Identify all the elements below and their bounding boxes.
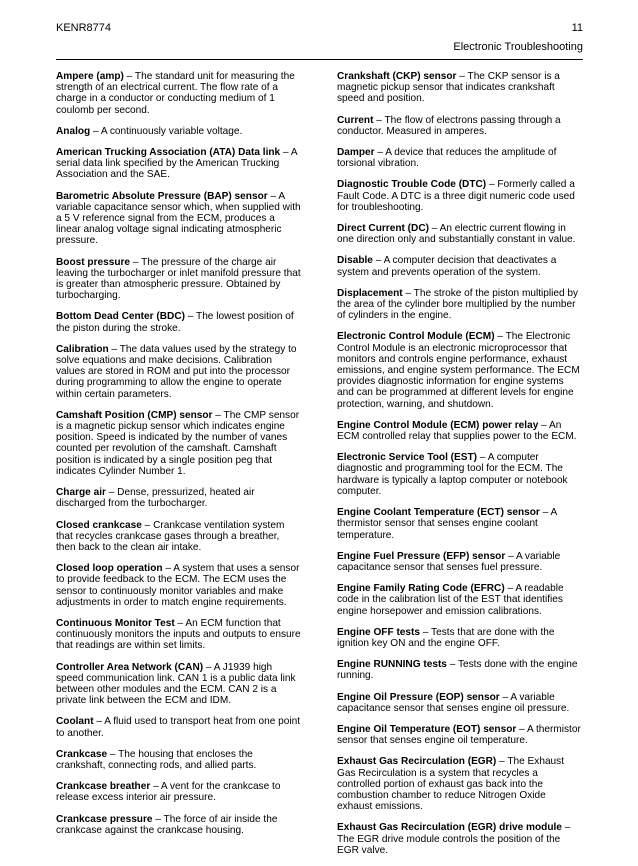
glossary-term: Crankcase pressure (56, 813, 153, 825)
glossary-definition: – The CKP sensor is a magnetic pickup sensor that indicates crankshaft speed and position. (337, 71, 560, 105)
glossary-definition: – A continuously variable voltage. (90, 125, 243, 137)
glossary-definition: – A fluid used to transport heat from one point to another. (56, 716, 301, 739)
glossary-term: Engine Oil Temperature (EOT) sensor (337, 723, 517, 735)
glossary-term: Coolant (56, 716, 94, 728)
glossary-term: Charge air (56, 487, 106, 499)
page-header (56, 22, 583, 62)
glossary-term: Boost pressure (56, 256, 131, 268)
document-id: KENR8774 (56, 22, 112, 34)
glossary-entry (337, 115, 582, 137)
glossary-term: Engine RUNNING tests (337, 659, 447, 671)
glossary-term: Disable (337, 255, 373, 267)
glossary-entry (56, 410, 301, 477)
glossary-entry (337, 692, 582, 714)
glossary-entry (337, 179, 582, 213)
glossary-term: Crankcase breather (56, 781, 151, 793)
glossary-term: Bottom Dead Center (BDC) (56, 311, 185, 323)
glossary-term: Controller Area Network (CAN) (56, 661, 204, 673)
glossary-definition: – A device that reduces the amplitude of torsional vibration. (337, 147, 557, 170)
header-rule (56, 59, 583, 60)
glossary-definition: – A J1939 high speed communication link. CAN 1 is a public data link between other modules and the ECM. CAN 2 is a private link between the ECM and IDM. (56, 661, 296, 707)
page-number: 11 (571, 22, 583, 34)
glossary-definition: – A readable code in the calibration list of the EST that identifies engine horsepower and emission calibrations. (337, 583, 564, 617)
glossary-definition: – A variable capacitance sensor that senses engine oil pressure. (337, 691, 570, 714)
glossary-definition: – Tests done with the engine running. (337, 659, 578, 682)
glossary-entry (56, 71, 301, 116)
glossary-term: Diagnostic Trouble Code (DTC) (337, 179, 487, 191)
glossary-term: Crankshaft (CKP) sensor (337, 71, 457, 82)
glossary-entry (56, 126, 301, 137)
right-column (337, 71, 582, 866)
glossary-definition: – The housing that encloses the crankshaft, connecting rods, and allied parts. (56, 748, 257, 771)
glossary-term: Camshaft Position (CMP) sensor (56, 409, 213, 421)
glossary-entry (337, 147, 582, 169)
glossary-definition: – The lowest position of the piston during the stroke. (56, 311, 294, 334)
glossary-definition: – A system that uses a sensor to provide feedback to the ECM. The ECM uses the sensor to continuously monitor variables and make adjustments in order to match engine requirements. (56, 563, 300, 608)
glossary-entry (337, 822, 582, 856)
glossary-definition: – Formerly called a Fault Code. A DTC is a three digit numeric code used for troubleshooting. (337, 179, 575, 213)
glossary-entry (56, 257, 301, 302)
glossary-term: Analog (56, 125, 91, 137)
glossary-term: Continuous Monitor Test (56, 617, 175, 629)
glossary-definition: – A computer diagnostic and programming tool for the ECM. The hardware is typically a laptop computer or notebook computer. (337, 452, 568, 497)
glossary-definition: – The flow of electrons passing through a conductor. Measured in amperes. (337, 114, 561, 137)
section-title: Electronic Troubleshooting (453, 41, 583, 53)
glossary-definition: – A variable capacitance sensor that senses fuel pressure. (337, 550, 561, 573)
glossary-entry (337, 331, 582, 409)
glossary-definition: – An ECM function that continuously monitors the inputs and outputs to ensure that readings are within set limits. (56, 617, 301, 652)
glossary-term: Engine Coolant Temperature (ECT) sensor (337, 507, 540, 519)
glossary-entry (56, 191, 301, 247)
glossary-entry (56, 781, 301, 803)
glossary-term: Engine Fuel Pressure (EFP) sensor (337, 550, 506, 562)
glossary-term: Barometric Absolute Pressure (BAP) sensor (56, 190, 268, 202)
glossary-definition: – A thermistor sensor that senses engine coolant temperature. (337, 507, 557, 541)
glossary-term: Crankcase (56, 748, 108, 760)
glossary-entry (337, 507, 582, 541)
glossary-entry (56, 618, 301, 652)
glossary-term: Electronic Service Tool (EST) (337, 452, 478, 464)
glossary-term: Current (337, 114, 374, 126)
glossary-entry (56, 749, 301, 771)
glossary-term: Displacement (337, 287, 403, 299)
glossary-definition: – The data values used by the strategy to solve equations and make decisions. Calibration values are stored in ROM and put into the processor during programming to allow the engine to operate within certain parameters. (56, 343, 297, 400)
glossary-entry (56, 716, 301, 738)
glossary-definition: – An ECM controlled relay that supplies power to the ECM. (337, 419, 577, 443)
glossary-definition: – The force of air inside the crankcase against the crankcase housing. (56, 813, 278, 836)
glossary-term: Engine OFF tests (337, 626, 421, 638)
glossary-entry (56, 520, 301, 554)
glossary-entry (56, 563, 301, 608)
glossary-entry (337, 71, 582, 105)
glossary-term: Engine Oil Pressure (EOP) sensor (337, 691, 500, 703)
glossary-entry (56, 662, 301, 707)
glossary-entry (337, 420, 582, 442)
glossary-entry (337, 255, 582, 277)
glossary-definition: – A vent for the crankcase to release excess interior air pressure. (56, 781, 281, 804)
glossary-entry (337, 452, 582, 497)
glossary-term: Exhaust Gas Recirculation (EGR) drive module (337, 822, 562, 834)
glossary-definition: – The standard unit for measuring the strength of an electrical current. The flow rate of a charge in a conductor or conducting medium of 1 coulomb per second. (56, 71, 295, 116)
glossary-definition: – A computer decision that deactivates a system and prevents operation of the system. (337, 255, 557, 278)
glossary-definition: – The CMP sensor is a magnetic pickup sensor which indicates engine position. Speed is indicated by the number of vanes counted per revolution of the camshaft. Camshaft position is indicated by a single position peg that indicates Cylinder Number 1. (56, 409, 300, 477)
glossary-term: American Trucking Association (ATA) Data link (56, 147, 281, 159)
glossary-definition: – The pressure of the charge air leaving the turbocharger or inlet manifold pressure that is greater than atmospheric pressure. Obtained by turbocharging. (56, 256, 301, 302)
glossary-definition: – The stroke of the piston multiplied by the area of the cylinder bore multiplied by the number of cylinders in the engine. (337, 287, 579, 322)
glossary-entry (337, 627, 582, 649)
glossary-term: Damper (337, 147, 375, 159)
glossary-term: Exhaust Gas Recirculation (EGR) (337, 756, 497, 768)
glossary-entry (337, 223, 582, 245)
glossary-entry (56, 311, 301, 333)
glossary-definition: – A thermistor sensor that senses engine oil temperature. (337, 723, 581, 747)
glossary-entry (56, 344, 301, 400)
glossary-definition: – A serial data link specified by the American Trucking Association and the SAE. (56, 147, 298, 181)
glossary-entry (337, 659, 582, 681)
glossary-definition: – Tests that are done with the ignition key ON and the engine OFF. (337, 626, 555, 649)
glossary-term: Engine Family Rating Code (EFRC) (337, 583, 505, 595)
glossary-term: Ampere (amp) (56, 71, 124, 82)
glossary-definition: – Dense, pressurized, heated air discharged from the turbocharger. (56, 487, 255, 510)
glossary-term: Electronic Control Module (ECM) (337, 331, 495, 343)
glossary-definition: – Crankcase ventilation system that recycles crankcase gases through a breather, then back to the clean air intake. (56, 519, 285, 553)
glossary-entry (337, 724, 582, 746)
glossary-entry (56, 487, 301, 509)
glossary-entry (337, 583, 582, 617)
glossary-definition: – The Electronic Control Module is an electronic microprocessor that monitors and controls engine performance, exhaust emissions, and engine system performance. The ECM provides diagnostic information for engine systems and can be programmed at different levels for engine protection, warning, and shutdown. (337, 331, 580, 410)
left-column (56, 71, 301, 846)
glossary-entry (337, 288, 582, 322)
glossary-definition: – The EGR drive module controls the position of the EGR valve. (337, 822, 571, 856)
glossary-definition: – The Exhaust Gas Recirculation is a system that recycles a controlled portion of exhaust gas back into the combustion chamber to reduce Nitrogen Oxide exhaust emissions. (337, 756, 565, 813)
glossary-term: Direct Current (DC) (337, 223, 429, 235)
glossary-entry (337, 756, 582, 812)
glossary-definition: – An electric current flowing in one direction only and substantially constant in value. (337, 223, 576, 246)
glossary-definition: – A variable capacitance sensor which, when supplied with a 5 V reference signal from the ECM, produces a linear analog voltage signal indicating atmospheric pressure. (56, 190, 301, 247)
glossary-entry (56, 147, 301, 181)
glossary-term: Closed loop operation (56, 563, 163, 575)
glossary-entry (337, 551, 582, 573)
glossary-term: Closed crankcase (56, 519, 142, 531)
glossary-term: Calibration (56, 343, 109, 355)
glossary-term: Engine Control Module (ECM) power relay (337, 419, 539, 431)
glossary-entry (56, 814, 301, 836)
